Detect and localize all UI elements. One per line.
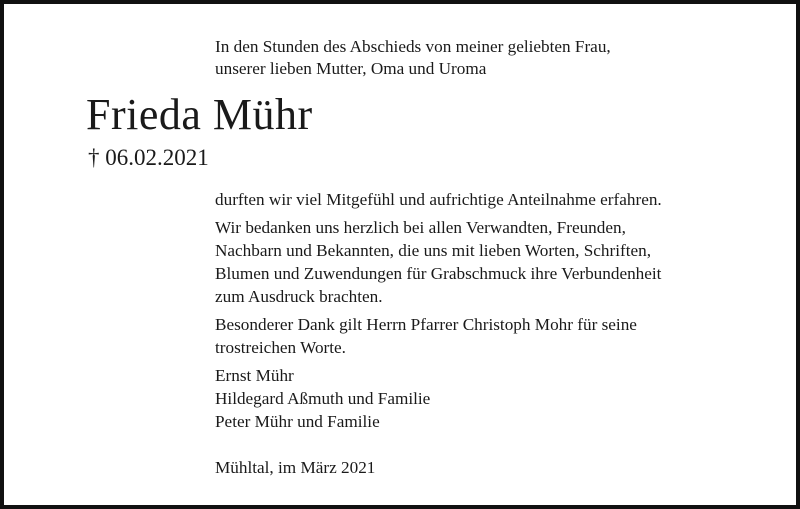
- paragraph-3-line-2: trostreichen Worte.: [215, 338, 346, 357]
- paragraph-2-line-1: Wir bedanken uns herzlich bei allen Verwandten, Freunden,: [215, 218, 626, 237]
- intro-line-2: unserer lieben Mutter, Oma und Uroma: [215, 59, 487, 78]
- paragraph-2-line-4: zum Ausdruck brachten.: [215, 287, 383, 306]
- paragraph-1: durften wir viel Mitgefühl und aufrichtige Anteilnahme erfahren.: [215, 190, 662, 209]
- paragraph-2-line-3: Blumen und Zuwendungen für Grabschmuck ihre Verbundenheit: [215, 264, 662, 283]
- place-date: Mühltal, im März 2021: [215, 458, 376, 477]
- signatory-3: Peter Mühr und Familie: [215, 412, 380, 431]
- intro-line-1: In den Stunden des Abschieds von meiner geliebten Frau,: [215, 37, 611, 56]
- paragraph-3-line-1: Besonderer Dank gilt Herrn Pfarrer Christoph Mohr für seine: [215, 315, 637, 334]
- signatory-2: Hildegard Aßmuth und Familie: [215, 389, 431, 408]
- deceased-name: Frieda Mühr: [86, 90, 313, 139]
- death-date: † 06.02.2021: [88, 145, 209, 170]
- signatory-1: Ernst Mühr: [215, 366, 294, 385]
- paragraph-2-line-2: Nachbarn und Bekannten, die uns mit lieben Worten, Schriften,: [215, 241, 651, 260]
